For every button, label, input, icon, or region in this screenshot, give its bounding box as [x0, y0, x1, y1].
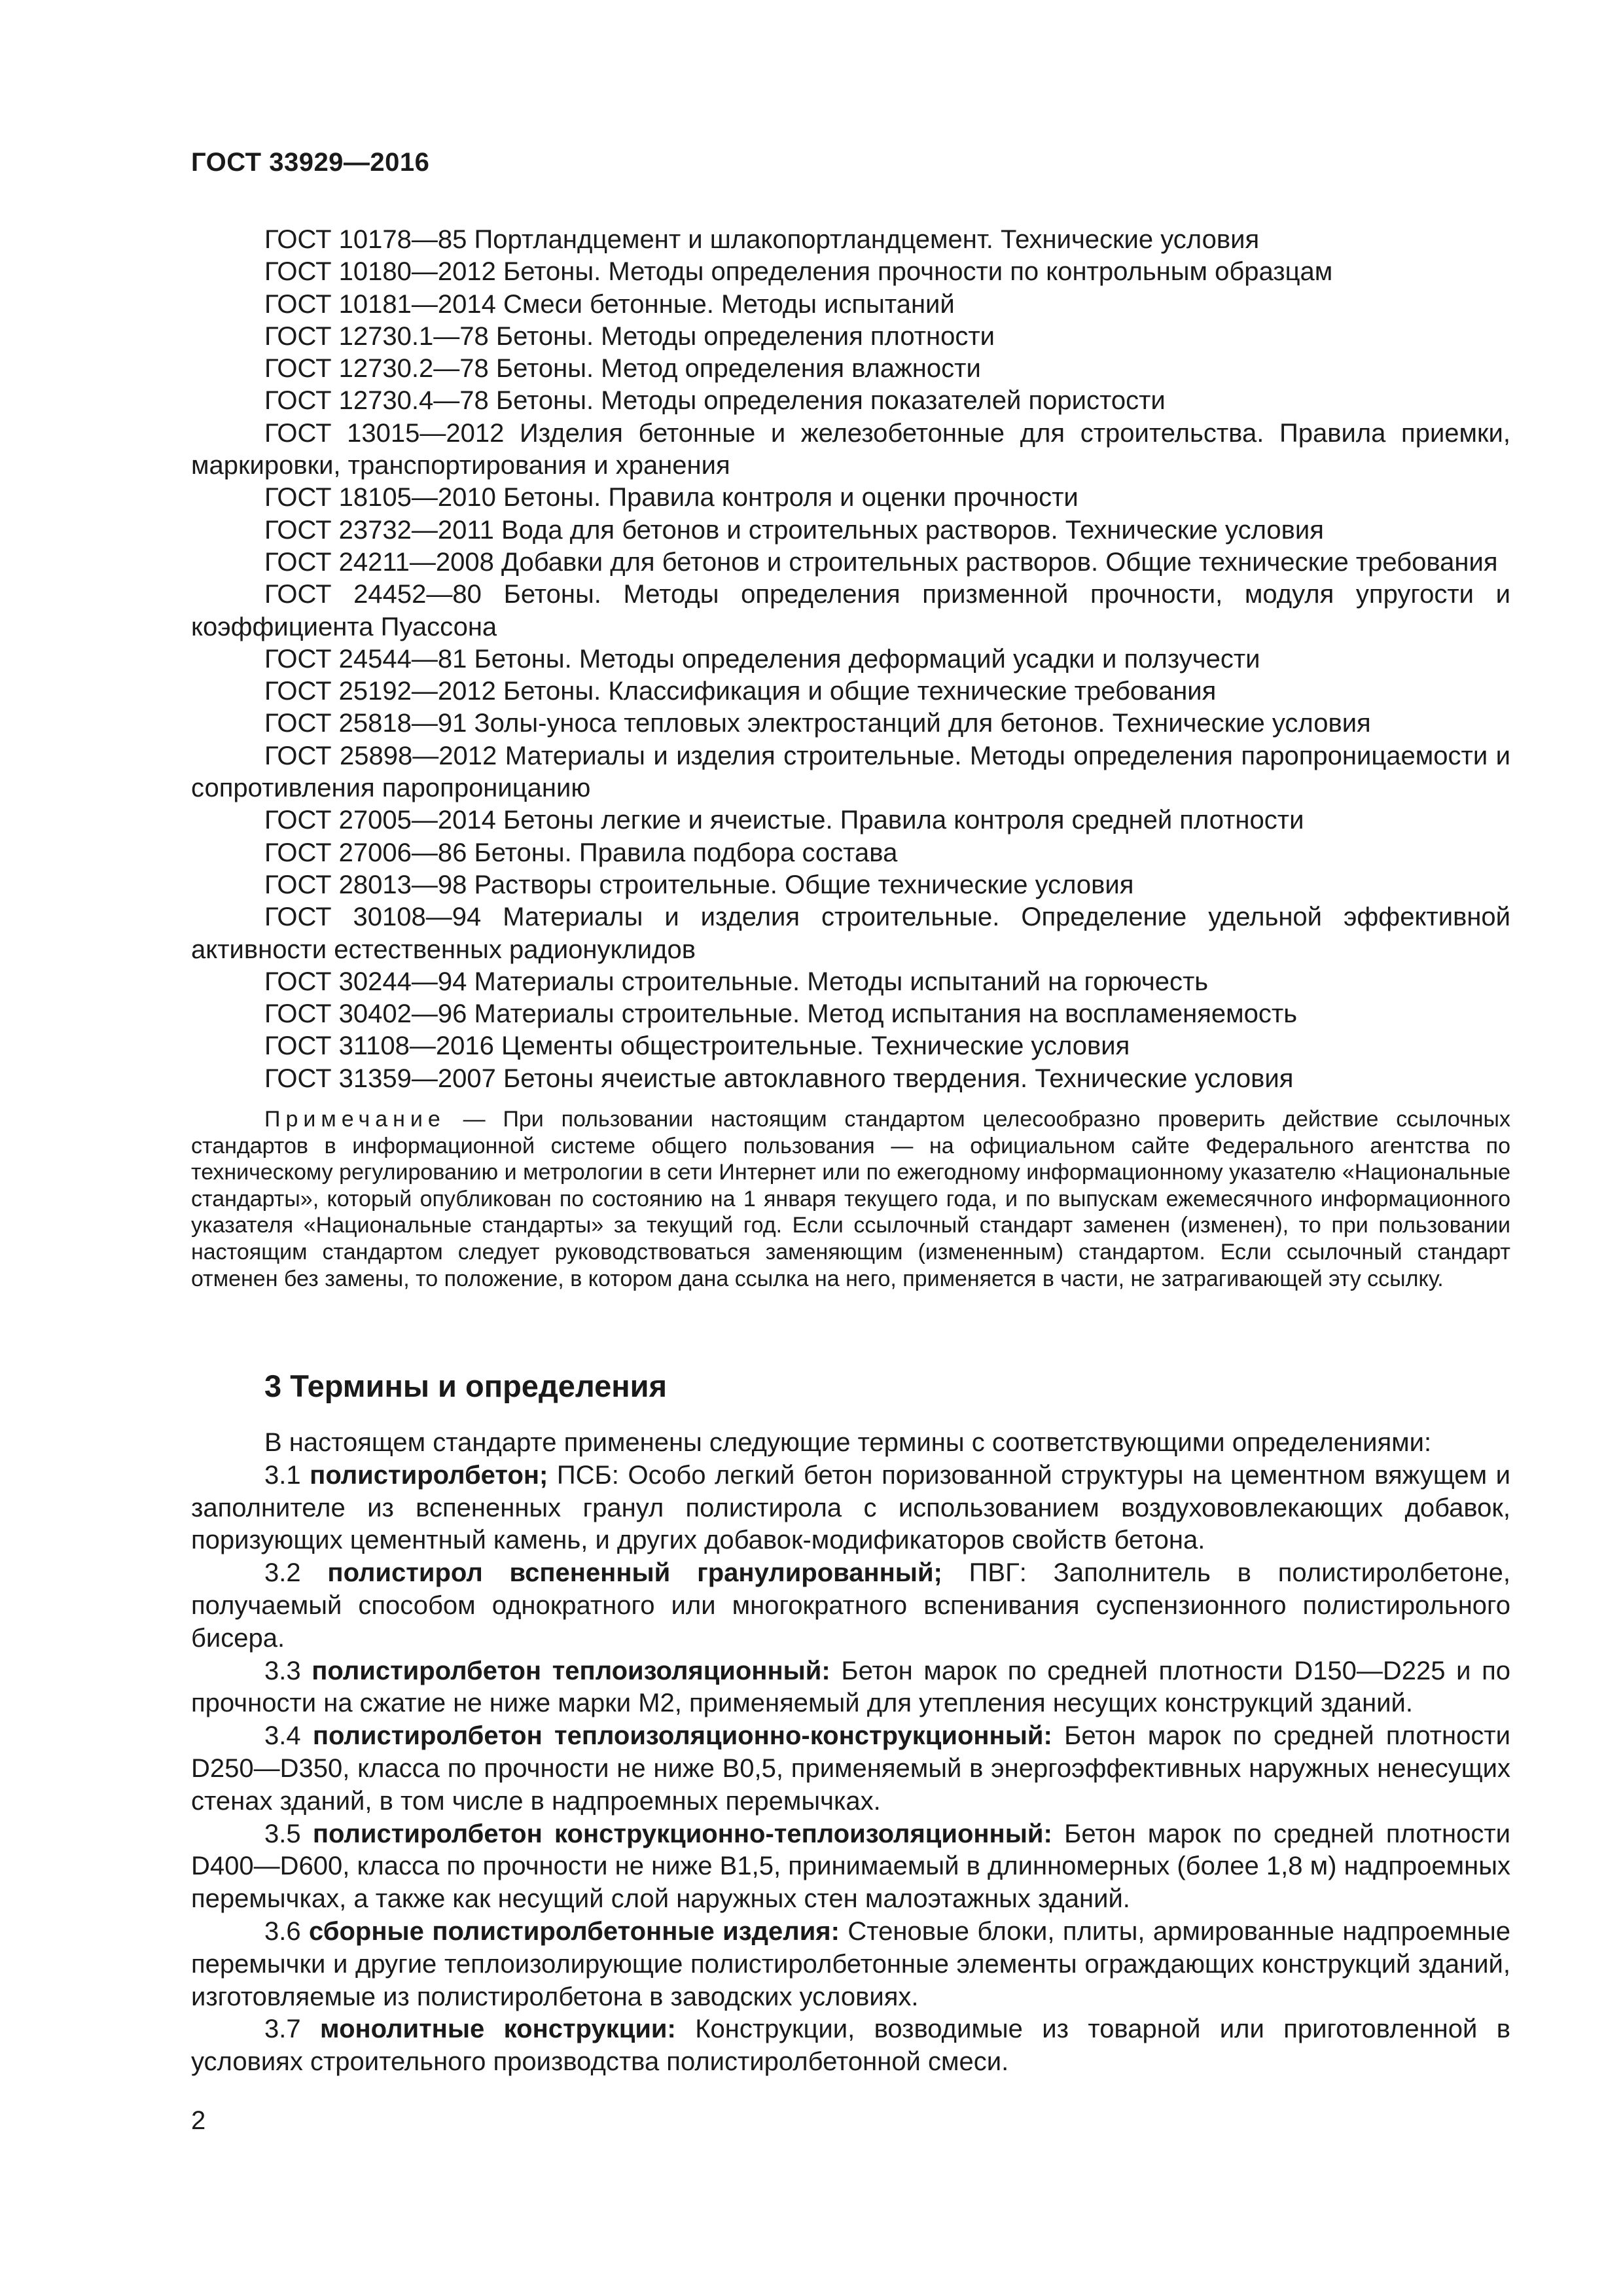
term-entry — [191, 1557, 1510, 1655]
reference-item: ГОСТ 13015—2012 Изделия бетонные и железобетонные для строительства. Правила приемки, маркировки, транспортирования и хранения — [191, 418, 1510, 480]
reference-item: ГОСТ 27006—86 Бетоны. Правила подбора состава — [264, 838, 898, 867]
reference-item: ГОСТ 25898—2012 Материалы и изделия строительные. Методы определения паропроницаемости и сопротивления паропроницанию — [191, 741, 1510, 803]
term-definition: Бетон марок по средней плотности D250—D350, класса по прочности не ниже В0,5, применяемый в энергоэффективных наружных ненесущих стенах зданий, в том числе в надпроемных перемычках. — [191, 1721, 1510, 1816]
normative-references-list — [191, 224, 1510, 1095]
term-entry — [191, 1818, 1510, 1916]
term-name: полистиролбетон; — [310, 1460, 548, 1490]
reference-item: ГОСТ 28013—98 Растворы строительные. Общие технические условия — [264, 870, 1134, 899]
reference-item: ГОСТ 24452—80 Бетоны. Методы определения призменной прочности, модуля упругости и коэффициента Пуассона — [191, 580, 1510, 641]
term-number: 3.1 — [264, 1460, 301, 1490]
term-definition: Бетон марок по средней плотности D400—D600, класса по прочности не ниже В1,5, принимаемый в длинномерных (более 1,8 м) надпроемных перемычках, а также как несущий слой наружных стен малоэтажных зданий. — [191, 1819, 1510, 1914]
term-name: сборные полистиролбетонные изделия: — [309, 1916, 840, 1946]
term-number: 3.5 — [264, 1819, 301, 1848]
reference-item: ГОСТ 30108—94 Материалы и изделия строительные. Определение удельной эффективной активности естественных радионуклидов — [191, 903, 1510, 964]
term-number: 3.7 — [264, 2015, 301, 2044]
term-definition: Конструкции, возводимые из товарной или приготовленной в условиях строительного производства полистиролбетонной смеси. — [191, 2015, 1510, 2077]
reference-item: ГОСТ 10180—2012 Бетоны. Методы определения прочности по контрольным образцам — [264, 257, 1333, 287]
note-text: — При пользовании настоящим стандартом целесообразно проверить действие ссылочных стандартов в информационной системе общего пользования — на официальном сайте Федерального агентства по техническому регулированию и метрологии в сети Интернет или по ежегодному информационному указателю «Национальные стандарты», который опубликован по состоянию на 1 января текущего года, и по выпускам ежемесячного информационного указателя «Национальные стандарты» за текущий год. Если ссылочный стандарт заменен (изменен), то при пользовании настоящим стандартом следует руководствоваться заменяющим (измененным) стандартом. Если ссылочный стандарт отменен без замены, то положение, в котором дана ссылка на него, применяется в части, не затрагивающей эту ссылку. — [191, 1107, 1510, 1291]
note-label: Примечание — [264, 1107, 446, 1132]
term-name: полистирол вспененный гранулированный; — [327, 1558, 942, 1588]
reference-item: ГОСТ 12730.4—78 Бетоны. Методы определения показателей пористости — [264, 386, 1166, 416]
reference-item: ГОСТ 25192—2012 Бетоны. Классификация и общие технические требования — [264, 677, 1217, 706]
reference-item: ГОСТ 31108—2016 Цементы общестроительные. Технические условия — [264, 1031, 1130, 1061]
reference-item: ГОСТ 12730.1—78 Бетоны. Методы определения плотности — [264, 321, 995, 351]
document-header: ГОСТ 33929—2016 — [191, 148, 430, 177]
term-number: 3.3 — [264, 1656, 301, 1685]
page-number: 2 — [191, 2106, 206, 2135]
term-name: полистиролбетон теплоизоляционный: — [312, 1656, 830, 1685]
terms-intro: В настоящем стандарте применены следующие термины с соответствующими определениями: — [264, 1428, 1432, 1457]
reference-item: ГОСТ 25818—91 Золы-уноса тепловых электростанций для бетонов. Технические условия — [264, 709, 1371, 738]
section-title: 3 Термины и определения — [264, 1369, 667, 1403]
term-number: 3.4 — [264, 1721, 301, 1751]
term-name: полистиролбетон конструкционно-теплоизоляционный: — [312, 1819, 1052, 1848]
term-definition: Стеновые блоки, плиты, армированные надпроемные перемычки и другие теплоизолирующие полистиролбетонные элементы ограждающих конструкций зданий, изготовляемые из полистиролбетона в заводских условиях. — [191, 1916, 1511, 2011]
term-entry — [191, 2013, 1510, 2079]
reference-item: ГОСТ 12730.2—78 Бетоны. Метод определения влажности — [264, 354, 981, 384]
term-definition: ПВГ: Заполнитель в полистиролбетоне, получаемый способом однократного или многократного вспенивания суспензионного полистирольного бисера. — [191, 1558, 1510, 1653]
reference-item: ГОСТ 18105—2010 Бетоны. Правила контроля и оценки прочности — [264, 483, 1079, 512]
reference-item: ГОСТ 10181—2014 Смеси бетонные. Методы испытаний — [264, 289, 955, 319]
reference-item: ГОСТ 30244—94 Материалы строительные. Методы испытаний на горючесть — [264, 967, 1209, 996]
term-entry — [191, 1916, 1510, 2013]
reference-item: ГОСТ 31359—2007 Бетоны ячеистые автоклавного твердения. Технические условия — [264, 1064, 1294, 1093]
term-name: полистиролбетон теплоизоляционно-конструкционный: — [312, 1721, 1052, 1751]
term-definition: Бетон марок по средней плотности D150—D225 и по прочности на сжатие не ниже марки М2, применяемый для утепления несущих конструкций зданий. — [191, 1656, 1510, 1718]
reference-item: ГОСТ 10178—85 Портландцемент и шлакопортландцемент. Технические условия — [264, 225, 1260, 254]
note-paragraph — [191, 1106, 1510, 1292]
reference-item: ГОСТ 24211—2008 Добавки для бетонов и строительных растворов. Общие технические требования — [264, 547, 1498, 577]
reference-item: ГОСТ 27005—2014 Бетоны легкие и ячеистые. Правила контроля средней плотности — [264, 806, 1304, 835]
term-name: монолитные конструкции: — [320, 2015, 676, 2044]
term-entry — [191, 1720, 1510, 1818]
reference-item: ГОСТ 23732—2011 Вода для бетонов и строительных растворов. Технические условия — [264, 515, 1324, 545]
reference-item: ГОСТ 30402—96 Материалы строительные. Метод испытания на воспламеняемость — [264, 999, 1298, 1029]
term-entry — [191, 1460, 1510, 1557]
term-number: 3.2 — [264, 1558, 301, 1588]
terms-list — [191, 1427, 1510, 2079]
reference-item: ГОСТ 24544—81 Бетоны. Методы определения деформаций усадки и ползучести — [264, 644, 1260, 673]
term-number: 3.6 — [264, 1916, 301, 1946]
term-entry — [191, 1655, 1510, 1721]
term-definition: ПСБ: Особо легкий бетон поризованной структуры на цементном вяжущем и заполнителе из вспененных гранул полистирола с использованием воздухововлекающих добавок, поризующих цементный камень, и других добавок-модификаторов свойств бетона. — [191, 1460, 1510, 1555]
